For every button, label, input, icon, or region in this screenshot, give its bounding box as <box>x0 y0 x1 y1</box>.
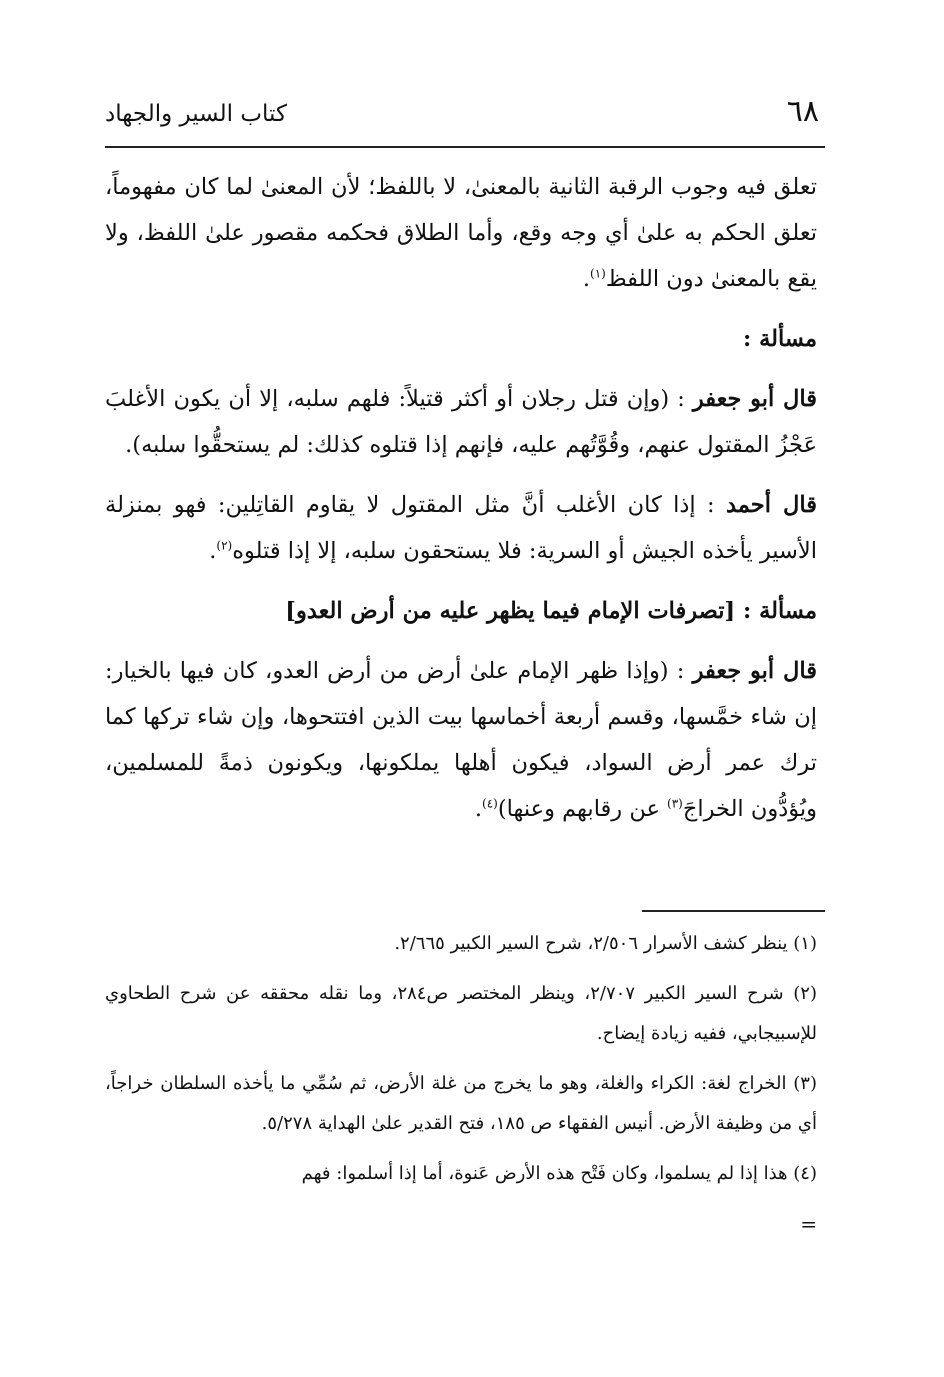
footnote-ref-2: (٢) <box>216 538 233 553</box>
footnote-2: (٢) شرح السير الكبير ٢/٧٠٧، وينظر المختصر ص٢٨٤، وما نقله محققه عن شرح الطحاوي للإسبيجابي، ففيه زيادة إيضاح. <box>105 983 817 1044</box>
paragraph-3 <box>105 482 817 574</box>
footnote-ref-1: (١) <box>590 266 606 281</box>
section-heading-2 <box>105 588 817 634</box>
footnote-1: (١) ينظر كشف الأسرار ٢/٥٠٦، شرح السير الكبير ٢/٦٦٥. <box>394 933 817 954</box>
paragraph-4-text-2: عن رقابهم وعنها) <box>497 796 668 822</box>
paragraph-2 <box>105 376 817 468</box>
footnotes <box>105 924 817 1254</box>
page-header <box>105 92 825 140</box>
paragraph-1-end: . <box>582 266 590 292</box>
footnote-rule <box>642 910 825 912</box>
paragraph-1-text: تعلق فيه وجوب الرقبة الثانية بالمعنىٰ، لا باللفظ؛ لأن المعنىٰ لما كان مفهوماً، تعلق الحكم به علىٰ أي وجه وقع، وأما الطلاق فحكمه مقصور علىٰ اللفظ، ولا يقع بالمعنىٰ دون اللفظ <box>105 174 817 292</box>
speaker-name: قال أحمد <box>725 492 817 518</box>
running-title: كتاب السير والجهاد <box>105 101 287 127</box>
paragraph-4-end: . <box>474 796 483 822</box>
section-heading-1: مسألة : <box>742 326 817 352</box>
footnote-4: (٤) هذا إذا لم يسلموا، وكان فَتْح هذه الأرض عَنوة، أما إذا أسلموا: فهم <box>301 1163 817 1184</box>
section-heading-2-label: مسألة : <box>742 598 817 624</box>
paragraph-2-text: : (وإن قتل رجلان أو أكثر قتيلاً: فلهم سلبه، إلا أن يكون الأغلبَ عَجْزُ المقتول عنهم، وقُوَّتُهم عليه، فإنهم إذا قتلوه كذلك: لم يستحقُّوا سلبه). <box>105 386 817 458</box>
header-rule <box>105 146 825 148</box>
continuation-mark: = <box>800 1212 817 1236</box>
footnote-ref-4: (٤) <box>482 796 498 811</box>
speaker-name: قال أبو جعفر <box>692 386 817 412</box>
paragraph-3-end: . <box>209 538 217 564</box>
footnote-ref-3: (٣) <box>667 796 683 811</box>
main-text <box>105 164 817 846</box>
paragraph-4 <box>105 648 817 832</box>
speaker-name: قال أبو جعفر <box>692 658 817 684</box>
paragraph-1 <box>105 164 817 302</box>
section-heading-2-title: [تصرفات الإمام فيما يظهر عليه من أرض العدو] <box>285 598 736 624</box>
paragraph-3-text: : إذا كان الأغلب أنَّ مثل المقتول لا يقاوم القاتِلين: فهو بمنزلة الأسير يأخذه الجيش أو السرية: فلا يستحقون سلبه، إلا إذا قتلوه <box>105 492 817 564</box>
page-number: ٦٨ <box>786 94 819 129</box>
paragraph-4-text: : (وإذا ظهر الإمام علىٰ أرض من أرض العدو، كان فيها بالخيار: إن شاء خمَّسها، وقسم أربعة أخماسها بيت الذين افتتحوها، وإن شاء تركها كما ترك عمر أرض السواد، فيكون أهلها يملكونها، ويكونون ذمةً للمسلمين، ويُؤدُّون الخراجَ <box>105 658 817 822</box>
footnote-3: (٣) الخراج لغة: الكراء والغلة، وهو ما يخرج من غلة الأرض، ثم سُمِّي ما يأخذه السلطان خراجاً، أي من وظيفة الأرض. أنيس الفقهاء ص ١٨٥، فتح القدير علىٰ الهداية ٥/٢٧٨. <box>105 1073 817 1134</box>
